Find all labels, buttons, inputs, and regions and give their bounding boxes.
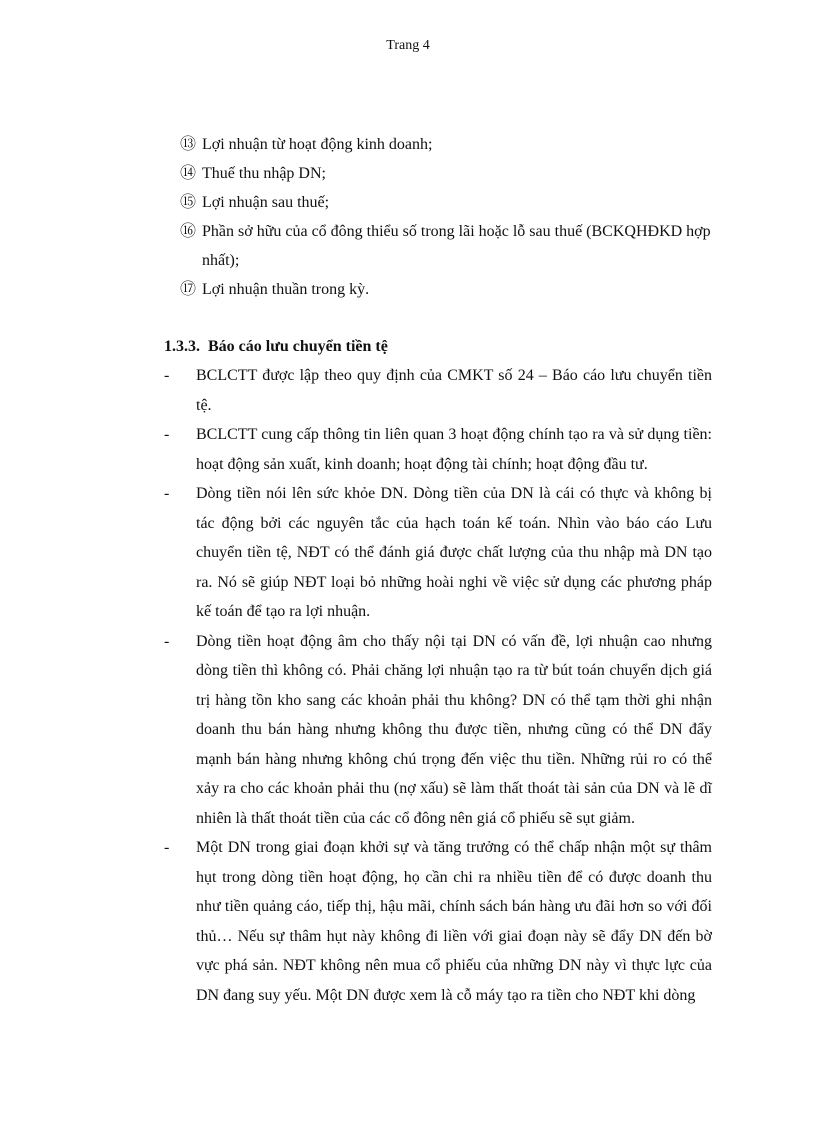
list-item bbox=[180, 130, 712, 159]
list-item-text: Lợi nhuận từ hoạt động kinh doanh; bbox=[202, 136, 433, 153]
circled-number: ⑭ bbox=[180, 165, 197, 182]
list-item bbox=[164, 420, 712, 479]
list-item bbox=[180, 188, 712, 217]
list-item bbox=[164, 479, 712, 627]
list-item-text: Phần sở hữu của cổ đông thiểu số trong lãi hoặc lỗ sau thuế (BCKQHĐKD hợp nhất); bbox=[202, 223, 711, 269]
list-item-text: Lợi nhuận thuần trong kỳ. bbox=[202, 281, 370, 298]
income-statement-items bbox=[180, 130, 712, 304]
paragraph-text: BCLCTT cung cấp thông tin liên quan 3 hoạt động chính tạo ra và sử dụng tiền: hoạt động sản xuất, kinh doanh; hoạt động tài chính; hoạt động đầu tư. bbox=[196, 426, 712, 473]
paragraph-text: Dòng tiền nói lên sức khỏe DN. Dòng tiền của DN là cái có thực và không bị tác động bởi các nguyên tắc của hạch toán kế toán. Nhìn vào báo cáo Lưu chuyển tiền tệ, NĐT có thể đánh giá được chất lượng của thu nhập mà DN tạo ra. Nó sẽ giúp NĐT loại bỏ những hoài nghi về việc sử dụng các phương pháp kế toán để tạo ra lợi nhuận. bbox=[196, 485, 712, 620]
bullet-marker: - bbox=[164, 839, 170, 856]
paragraph-text: Một DN trong giai đoạn khởi sự và tăng trưởng có thể chấp nhận một sự thâm hụt trong dòng tiền hoạt động, họ cần chi ra nhiều tiền để có được doanh thu như tiền quảng cáo, tiếp thị, hậu mãi, chính sách bán hàng ưu đãi hơn so với đối thủ… Nếu sự thâm hụt này không đi liền với giai đoạn này sẽ đẩy DN đến bờ vực phá sản. NĐT không nên mua cổ phiếu của những DN này vì thực lực của DN đang suy yếu. Một DN được xem là cỗ máy tạo ra tiền cho NĐT khi dòng bbox=[196, 839, 712, 1004]
list-item bbox=[180, 275, 712, 304]
list-item-text: Thuế thu nhập DN; bbox=[202, 165, 326, 182]
section-heading bbox=[164, 332, 712, 361]
bullet-marker: - bbox=[164, 485, 170, 502]
list-item-text: Lợi nhuận sau thuế; bbox=[202, 194, 330, 211]
paragraph-text: BCLCTT được lập theo quy định của CMKT số 24 – Báo cáo lưu chuyển tiền tệ. bbox=[196, 367, 712, 414]
list-item bbox=[164, 361, 712, 420]
bullet-marker: - bbox=[164, 367, 170, 384]
list-item bbox=[164, 833, 712, 1010]
circled-number: ⑮ bbox=[180, 194, 197, 211]
paragraph-text: Dòng tiền hoạt động âm cho thấy nội tại DN có vấn đề, lợi nhuận cao nhưng dòng tiền thì không có. Phải chăng lợi nhuận tạo ra từ bút toán chuyển dịch giá trị hàng tồn kho sang các khoản phải thu không? DN có thể tạm thời ghi nhận doanh thu bán hàng nhưng không thu được tiền, nhưng cũng có thể DN đẩy mạnh bán hàng nhưng không chú trọng đến việc thu tiền. Những rủi ro có thể xảy ra cho các khoản phải thu (nợ xấu) sẽ làm thất thoát tài sản của DN và lẽ dĩ nhiên là thất thoát tiền của các cổ đông nên giá cổ phiếu sẽ sụt giảm. bbox=[196, 632, 712, 827]
list-item bbox=[180, 159, 712, 188]
page-number: Trang 4 bbox=[386, 38, 430, 53]
circled-number: ⑰ bbox=[180, 281, 197, 298]
bullet-marker: - bbox=[164, 426, 170, 443]
circled-number: ⑬ bbox=[180, 136, 197, 153]
circled-number: ⑯ bbox=[180, 223, 197, 240]
bullet-marker: - bbox=[164, 632, 170, 650]
list-item bbox=[164, 627, 712, 834]
document-body bbox=[164, 130, 712, 1010]
page-header bbox=[0, 37, 816, 55]
section-number: 1.3.3. bbox=[164, 338, 200, 355]
section-title: Báo cáo lưu chuyển tiền tệ bbox=[208, 338, 388, 355]
cash-flow-bullets bbox=[164, 361, 712, 1010]
list-item bbox=[180, 217, 712, 275]
